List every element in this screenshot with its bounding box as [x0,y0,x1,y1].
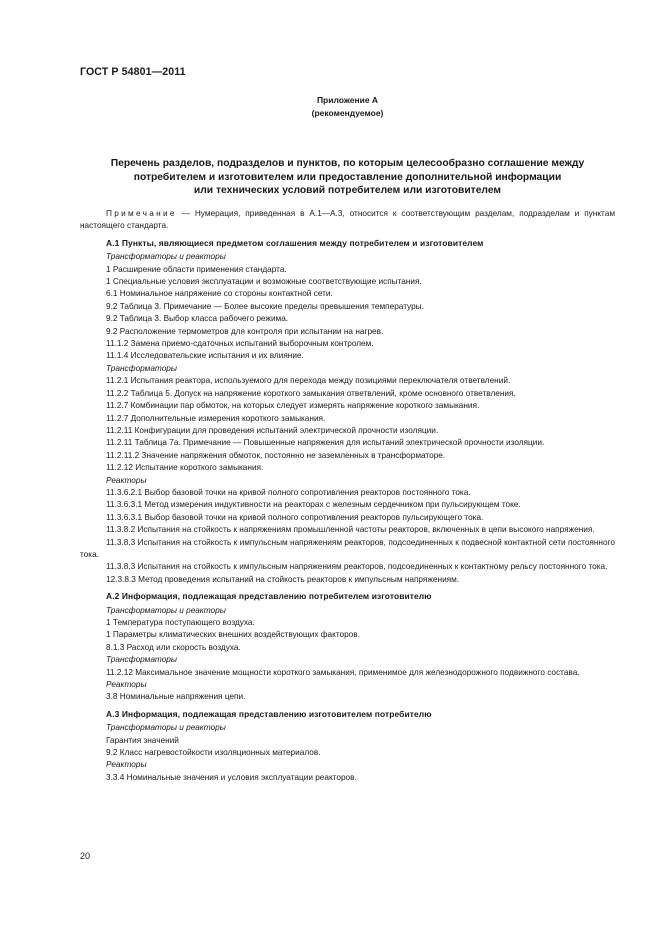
note-label: Примечание [106,209,177,218]
list-item: 11.2.12 Испытание короткого замыкания. [106,463,264,473]
annex-status: (рекомендуемое) [311,108,384,118]
list-item: 11.2.7 Комбинации пар обмоток, на которых следует измерять напряжение короткого замыкания. [106,401,480,411]
list-item: 11.3.6.3.1 Метод измерения индуктивности на реакторах с железным сердечником при пульсирующем токе. [106,500,521,510]
section-heading-a1: А.1 Пункты, являющиеся предметом соглашения между потребителем и изготовителем [106,237,484,248]
subsection-label: Реакторы [106,475,147,485]
list-item: 11.3.6.3.1 Выбор базовой точки на кривой полного сопротивления реакторов пульсирующего тока. [106,512,484,522]
document-body [80,208,615,784]
title-line: или технических условий потребителем или изготовителем [193,185,502,197]
title-line: потребителем и изготовителем или предоставление дополнительной информации [133,171,562,183]
subsection-label: Трансформаторы [106,655,177,665]
subsection-label: Трансформаторы и реакторы [106,605,226,615]
list-item: 1 Параметры климатических внешних воздействующих факторов. [106,630,360,640]
list-item: 9.2 Таблица 3. Выбор класса рабочего режима. [106,314,289,324]
list-item: 11.3.8.3 Испытания на стойкость к импульсным напряжениям реакторов, подсоединенных к подвесной контактной сети постоянного тока. [80,537,615,559]
subsection-label: Трансформаторы [106,363,177,373]
list-item: 11.3.8.2 Испытания на стойкость к напряжениям промышленной частоты реакторов, включенных в цепи высокого напряжения. [106,525,595,535]
list-item: 12.3.8.3 Метод проведения испытаний на стойкость реакторов к импульсным напряжениям. [106,574,460,584]
title-line: Перечень разделов, подразделов и пунктов, по которым целесообразно соглашение между [110,158,585,169]
list-item: 11.1.4 Исследовательские испытания и их влияние. [106,351,304,361]
list-item: 6.1 Номинальное напряжение со стороны контактной сети. [106,289,333,299]
list-item: 8.1.3 Расход или скорость воздуха. [106,642,241,652]
list-item: 11.2.12 Максимальное значение мощности короткого замыкания, применимое для железнодорожного подвижного состава. [106,667,580,677]
section-heading-a3: А.3 Информация, подлежащая представлению изготовителем потребителю [106,708,432,719]
subsection-label: Трансформаторы и реакторы [106,252,226,262]
note-text: — Нумерация, приведенная в А.1—А.3, относится к соответствующим разделам, подразделам и пунктам настоящего стандарта. [80,209,615,231]
list-item: 11.2.2 Таблица 5. Допуск на напряжение короткого замыкания ответвлений, кроме основного ответвления. [106,388,516,398]
subsection-label: Реакторы [106,760,147,770]
list-item: 9.2 Таблица 3. Примечание — Более высокие пределы превышения температуры. [106,301,424,311]
list-item: 11.1.2 Замена приемо-сдаточных испытаний выборочным контролем. [106,339,374,349]
list-item: 1 Специальные условия эксплуатации и возможные соответствующие испытания. [106,277,422,287]
list-item: 9.2 Класс нагревостойкости изоляционных материалов. [106,748,321,758]
annex-main-title [80,157,615,198]
list-item: 11.2.1 Испытания реактора, используемого для перехода между позициями переключателя ответвлений. [106,376,511,386]
list-item: 11.3.6.2.1 Выбор базовой точки на кривой полного сопротивления реакторов постоянного тока. [106,487,471,497]
list-item: 1 Расширение области применения стандарта. [106,264,287,274]
annex-title: Приложение А [316,95,379,105]
list-item: 11.2.7 Дополнительные измерения короткого замыкания. [106,413,326,423]
list-item: 1 Температура поступающего воздуха. [106,618,255,627]
note-paragraph [80,208,615,233]
list-item: 11.2.11 Таблица 7а. Примечание — Повышенные напряжения для испытаний электрической прочности изоляции. [106,438,545,448]
list-item: 11.2.11.2 Значение напряжения обмоток, постоянно не заземленных в трансформаторе. [106,450,446,460]
list-item: 3.8 Номинальные напряжения цепи. [106,692,246,702]
list-item: 3.3.4 Номинальные значения и условия эксплуатации реакторов. [106,772,357,782]
annex-heading [80,94,615,120]
list-item: 11.2.11 Конфигурации для проведения испытаний электрической прочности изоляции. [106,425,439,435]
list-item: Гарантия значений [106,735,179,745]
subsection-label: Реакторы [106,680,147,690]
section-heading-a2: А.2 Информация, подлежащая представлению потребителем изготовителю [106,591,432,602]
document-code: ГОСТ Р 54801—2011 [80,66,186,78]
page-number: 20 [80,851,91,861]
subsection-label: Трансформаторы и реакторы [106,723,226,733]
list-item: 9.2 Расположение термометров для контроля при испытании на нагрев. [106,326,384,336]
list-item: 11.3.8.3 Испытания на стойкость к импульсным напряжениям реакторов, подсоединенных к контактному рельсу постоянного тока. [106,562,608,572]
